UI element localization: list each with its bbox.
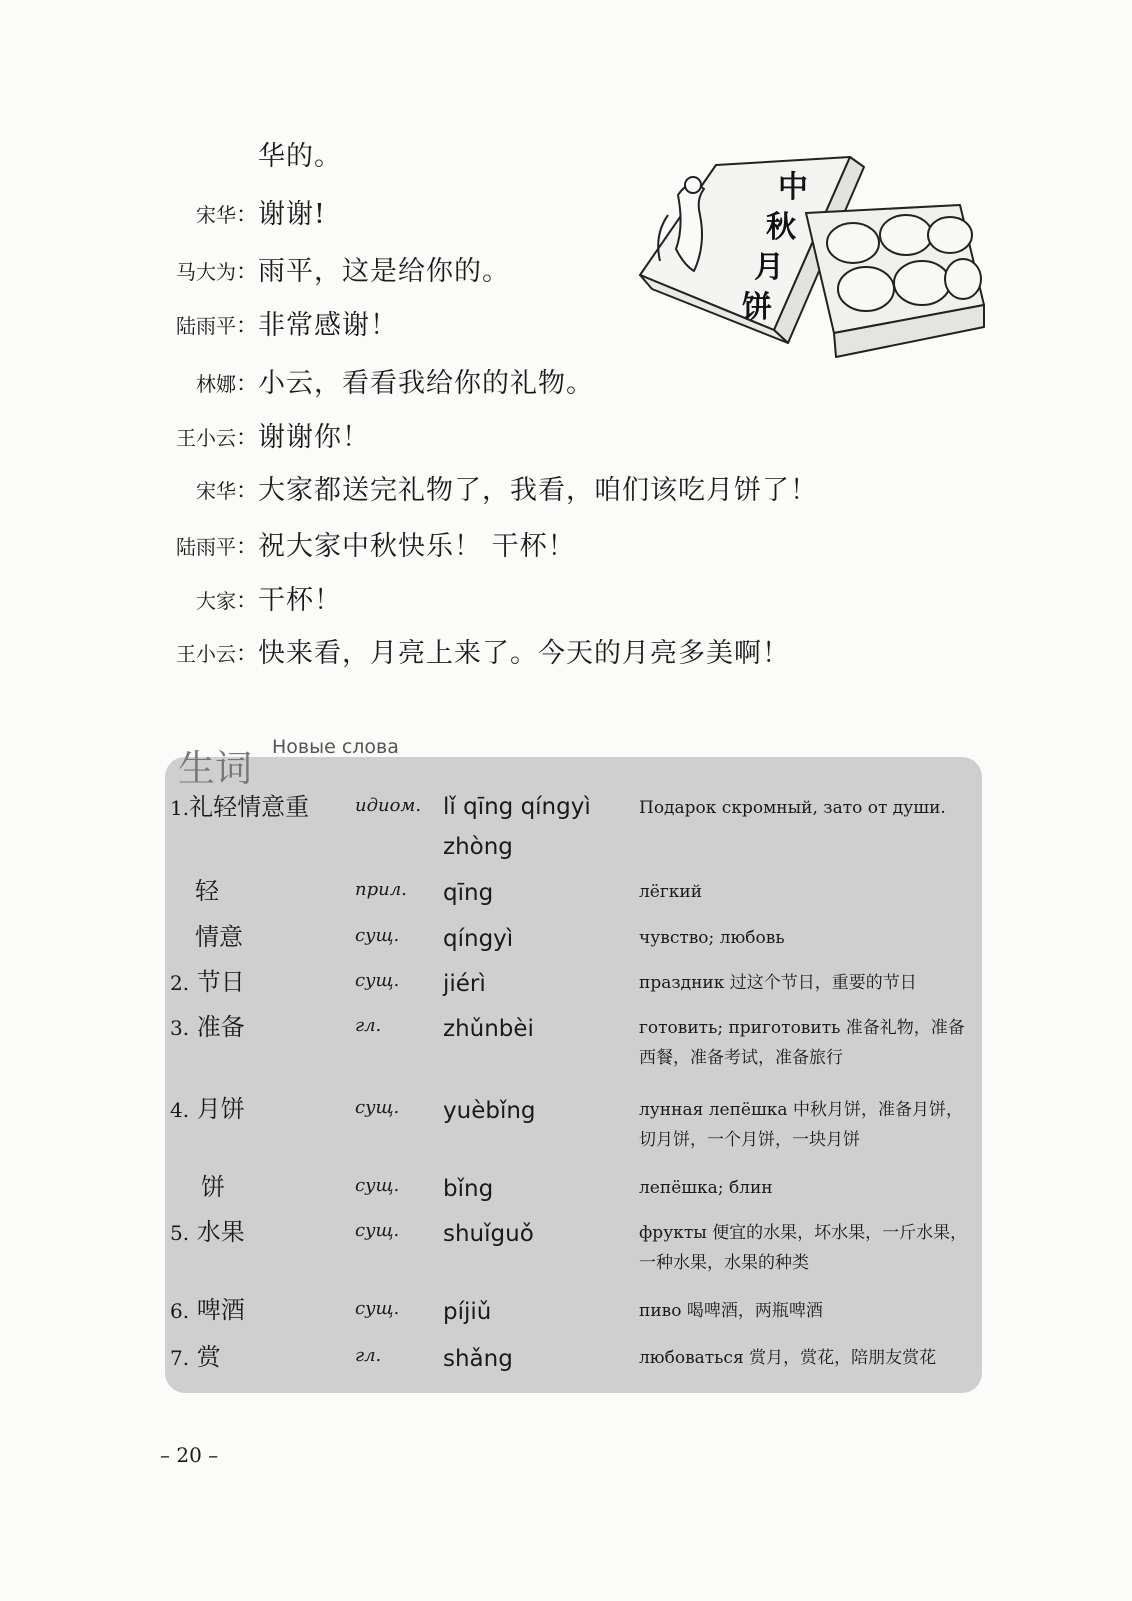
vocab-pos: сущ. [355, 1298, 400, 1319]
vocab-pinyin: lǐ qīng qíngyì zhòng [443, 794, 591, 860]
speaker: 陆雨平： [175, 314, 258, 339]
mooncake-box-illustration [638, 155, 988, 360]
vocab-pos: идиом. [355, 795, 422, 816]
lid-char: 秋 [766, 210, 796, 245]
vocab-pos: прил. [355, 879, 407, 900]
vocab-pos: сущ. [355, 1220, 400, 1241]
vocab-meaning: праздник 过这个节日，重要的节日 [639, 973, 917, 993]
vocab-word: 饼 [201, 1173, 225, 1201]
speaker: 宋华： [195, 479, 258, 504]
lid-char: 饼 [742, 290, 772, 325]
utterance: 小云，看看我给你的礼物。 [258, 368, 594, 399]
speaker: 陆雨平： [175, 535, 258, 560]
vocab-meaning: Подарок скромный, зато от души. [639, 798, 946, 818]
utterance: 大家都送完礼物了，我看，咱们该吃月饼了！ [258, 475, 818, 506]
page-number: – 20 – [160, 1443, 219, 1467]
vocab-pinyin: qíngyì [443, 926, 514, 952]
speaker: 马大为： [175, 260, 258, 285]
utterance: 谢谢你！ [258, 422, 370, 453]
vocab-word: 5. 水果 [170, 1218, 245, 1246]
vocab-pos: гл. [355, 1015, 382, 1036]
vocab-meaning: фрукты 便宜的水果，坏水果，一斤水果，一种水果，水果的种类 [639, 1223, 968, 1273]
vocab-meaning: любоваться 赏月，赏花，陪朋友赏花 [639, 1348, 937, 1368]
vocab-word: 7. 赏 [170, 1343, 221, 1371]
vocab-pos: сущ. [355, 1097, 400, 1118]
speaker: 大家： [195, 589, 258, 614]
vocab-word: 3. 准备 [170, 1013, 245, 1041]
vocab-pinyin: píjiǔ [443, 1299, 492, 1325]
utterance: 干杯！ [258, 585, 342, 616]
vocab-meaning: лёгкий [639, 882, 703, 902]
vocab-pinyin: yuèbǐng [443, 1098, 536, 1124]
utterance: 祝大家中秋快乐！ 干杯！ [258, 531, 576, 562]
vocab-title: 生词 [178, 747, 252, 790]
vocab-word: 轻 [195, 877, 219, 905]
vocab-pos: гл. [355, 1345, 382, 1366]
vocab-subtitle: Новые слова [272, 736, 399, 758]
vocab-pos: сущ. [355, 970, 400, 991]
vocab-meaning: пиво 喝啤酒，两瓶啤酒 [639, 1301, 823, 1321]
vocab-pinyin: bǐng [443, 1176, 494, 1202]
vocab-pinyin: jiérì [443, 971, 486, 997]
speaker: 林娜： [195, 372, 258, 397]
lid-char: 中 [778, 170, 808, 205]
vocab-pinyin: qīng [443, 880, 494, 906]
vocab-pos: сущ. [355, 1175, 400, 1196]
speaker: 王小云： [175, 426, 258, 451]
vocab-pinyin: shǎng [443, 1346, 513, 1372]
vocab-word: 6. 啤酒 [170, 1296, 245, 1324]
vocab-meaning: чувство; любовь [639, 928, 785, 948]
speaker: 宋华： [195, 203, 258, 228]
vocab-pinyin: shuǐguǒ [443, 1221, 534, 1247]
vocab-meaning: готовить; приготовить 准备礼物，准备西餐，准备考试，准备旅行 [639, 1018, 965, 1068]
utterance: 雨平，这是给你的。 [258, 256, 510, 287]
vocab-meaning: лунная лепёшка 中秋月饼，准备月饼，切月饼，一个月饼，一块月饼 [639, 1100, 963, 1150]
speaker: 王小云： [175, 642, 258, 667]
vocab-meaning: лепёшка; блин [639, 1178, 773, 1198]
utterance: 谢谢! [258, 199, 326, 230]
vocab-box [165, 757, 982, 1393]
vocab-word: 2. 节日 [170, 968, 245, 996]
utterance: 非常感谢！ [258, 310, 398, 341]
utterance: 华的。 [258, 141, 342, 172]
lid-char: 月 [754, 250, 784, 285]
utterance: 快来看，月亮上来了。今天的月亮多美啊！ [258, 638, 790, 669]
vocab-pos: сущ. [355, 925, 400, 946]
vocab-word: 1.礼轻情意重 [170, 793, 310, 821]
vocab-word: 情意 [195, 923, 243, 951]
vocab-word: 4. 月饼 [170, 1095, 245, 1123]
vocab-pinyin: zhǔnbèi [443, 1016, 534, 1042]
